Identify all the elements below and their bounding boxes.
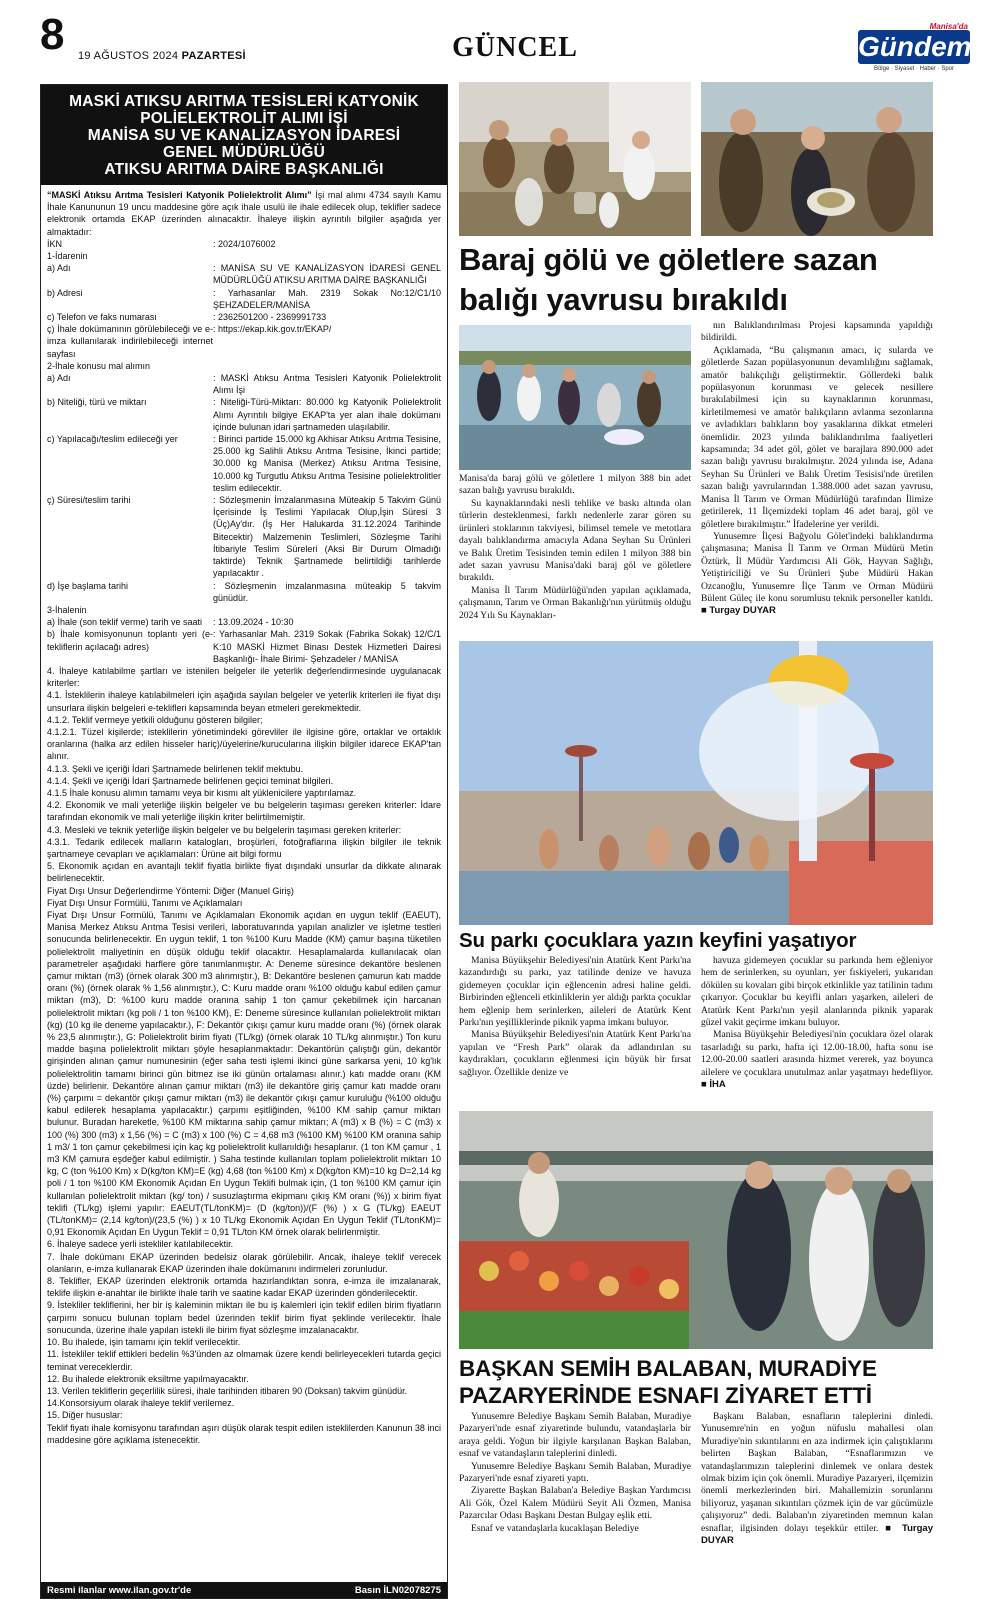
article-paragraph: Manisa Büyükşehir Belediyesi'nin Atatürk Kent Parkı'na yapılan ve “Fresh Park” olarak da adlandırılan su kaydırakları, çocukların eğlenmesi için büyük bir fırsat sağlıyor. Özellikle denize ve xyxy=(459,1029,691,1078)
article3-headline[interactable] xyxy=(459,1355,939,1409)
article-paragraph: Manisa İl Tarım Müdürlüğü'nden yapılan açıklamada, çalışmanın, Tarım ve Orman Bakanlığı'nın yürütmüş olduğu 2024 Yılı Su Kaynakları- xyxy=(459,584,691,621)
fish-release-photo-2 xyxy=(701,82,933,236)
tender-clause: 5. Ekonomik açıdan en avantajlı teklif fiyatla birlikte fiyat dışındaki unsurlar da dikkate alınarak belirlenecektir. xyxy=(47,861,441,884)
article3-headline-line: PAZARYERİNDE ESNAFI ZİYARET ETTİ xyxy=(459,1383,872,1408)
article-paragraph: Başkanı Balaban, esnafların taleplerini dinledi. Yunusemre'nin en yoğun nüfuslu mahallesi olan Muradiye'nin sıkıntılarını en aza indirmek için çalıştıklarını belirten Başkan Balaban, “Esnaflarımızın ve vatandaşlarımızın taleplerini dinlemek ve onlara destek olmak bizim için çok önemli. Muradiye Pazaryeri, ilçemizin önemli merkezlerinden biri. Mahallemizin sorunlarını biliyoruz, yaşanan sıkıntıları çözmek için de var gücümüzle çalışıyoruz” dedi. Balaban'ın ziyaretinden memnun kalan esnaflar, ilgisinden dolayı teşekkür ettiler. ■ Turgay DUYAR xyxy=(701,1411,933,1547)
tender-title-line: POLİELEKTROLİT ALIMI İŞİ xyxy=(140,110,348,127)
tender-info-value: : 2362501200 - 2369991733 xyxy=(213,312,327,323)
article1-caption: Manisa'da baraj gölü ve göletlere 1 milyon 388 bin adet sazan balığı yavrusu bırakıldı. xyxy=(459,473,691,497)
tender-title-line: GENEL MÜDÜRLÜĞÜ xyxy=(162,144,326,161)
tender-info-key: ç) İhale dokümanının görülebileceği ve e-imza kullanılarak indirilebileceği internet sayfası xyxy=(47,324,213,359)
section-title: GÜNCEL xyxy=(452,32,578,63)
tender-clause: 15. Diğer hususlar: xyxy=(47,1410,123,1421)
article-paragraph: Yunusemre İlçesi Bağyolu Gölet'indeki balıklandırma çalışmasına; Manisa İl Tarım ve Orman Müdürü Metin Öztürk, İl Müdür Yardımcısı Ali Gök, Hayvan Sağlığı, Yetiştiriciliği ve Su Ürünleri Şube Müdürü Hakan Ozcanoğlu, Yunusemre İlçe Tarım ve Orman Müdürü Bülent Güleç ile konu sorumlusu teknik personeller katıldı. ■ Turgay DUYAR xyxy=(701,530,933,617)
tender-info-value: : Yarhasanlar Mah. 2319 Sokak No:12/C1/10 ŞEHZADELER/MANİSA xyxy=(213,287,441,310)
tender-info-key: 1-İdarenin xyxy=(47,251,88,262)
article-paragraph: Açıklamada, “Bu çalışmanın amacı, iç sularda ve göletlerde Sazan popülasyonunun devamlılığını sağlamak, amatör balıkçılığı geliştirmektir. Göllerdeki balık popülasyonun korunması ve gelecek nesillere bırakılabilmesi için su kaynaklarının korunması, kirletilmemesi ve amatör balıkçıların avlanma sezonlarına ve avladıkları balıkların boy yasaklarına dikkat etmeleri önemlidir. 2023 yılında balıklandırılma faaliyetleri kapsamında; 34 adet göl, gölet ve barajlara 890.000 adet sazan balığı yavrusu bırakılmıştır. 2024 yılında ise, Adana Seyhan Su Ürünleri ve Balık Üretim Tesisisi'nde üretilen sazan balığı yavrularından 1.388.000 adet sazan yavrusu, Manisa İl Tarım ve Orman Müdürlüğü tarafından İlimize getirilerek, 11 İlçemizdeki toplam 46 adet baraj, göl ve göletlere bırakılmıştır.” İfadelerine yer verildi. xyxy=(701,344,933,530)
tender-clause: 9. İstekliler tekliflerini, her bir iş kaleminin miktarı ile bu iş kalemleri için teklif edilen birim fiyatların çarpımı sonucu bulunan toplam bedel üzerinden teklif birim fiyat şeklinde verilecektir. İhale sonucunda, üzerine ihale yapılan istekli ile birim fiyat sözleşme imzalanacaktır. xyxy=(47,1300,441,1335)
tender-info-value xyxy=(213,250,441,262)
tender-footer xyxy=(41,1582,447,1598)
market-visit-photo xyxy=(459,1111,933,1349)
page-header xyxy=(40,10,972,72)
tender-clause: 6. İhaleye sadece yerli istekliler katılabilecektir. xyxy=(47,1239,234,1250)
tender-clause: Fiyat Dışı Unsur Formülü, Tanımı ve Açıklamaları Ekonomik açıdan en uygun teklif (EAEUT), Manisa Merkez Atıksu Arıtma Tesisi verileri, laboratuvarında yapılan analizler ve işletme testleri sonucunda belirlenecektir. En uygun teklif, 1 ton %100 Kuru Madde (KM) çamur başına tüketilen polielektrolit maliyetinin en düşük olduğu teklif olacaktır. Hesaplamalarda kullanılacak olan parametreler aşağıdaki harflere göre tanımlanmıştır. A: Deneme süresince dekantöre beslenen çamur miktarı (m3) (örnek olarak 300 m3 alınmıştır.), B: Dekantöre beslenen çamurun katı madde oranı (%) (örnek olarak % 1,56 alınmıştır.), C: Kuru madde oranı %100 olduğu kabul edilen çamur miktarı (m3), D: %100 kuru madde oranına sahip 1 ton çamur çekebilmek için harcanan polielektrolit miktarı (kg poli / 1 ton %100 KM), E: Deneme süresince kullanılan polielektrolit miktarı (kg) (10 kg ile deneme yapılacaktır.), F: Dekantör çıkışı çamur kuru madde oranı (%) (örnek olarak % 23,5 alınmıştır.), G: Polielektrolit birim fiyatı (TL/kg) (örnek olarak 10 TL/kg alınmıştır.) Ton kuru madde başına polielektrolit miktarı şöyle hesaplanmaktadır: Dekantörün çalıştığı gün, dekantör girişinden alınan çamur numunesinin (eğer saha testi işlemi ikinci güne sarkarsa yeni, 10 kg'lık polielektrolitin tamamı birinci gün bitmez ise iki günün ortalaması alınır.) katı madde oranı (KM üzde) belirlenir. Dekantöre alınan çamur miktarı (m3) ile dekantöre giriş çamur katı madde oranı (%) çarpımı = dekantör çıkışı çamur miktarı (m3) ile dekantör çıkışı çamur kuruluğu (%100 olduğu kabul edilerek hesaplama yapılacaktır.) çarpımı eşitliğinden, %100 KM sahip çamur miktarı bulunur. Buradan hareketle, %100 KM miktarına sahip çamur miktarı; A (m3) x B (%) = C (m3) x 100 (%) 300 (m3) x 1,56 (%) = C (m3) x 100 (%) C = 4,68 m3 (%100 KM) %100 KM oranına sahip 1 m3/ 1 ton çamur çekebilmesi için kaç kg polielektrolit kullanıldığı hesaplanır. (1 ton KM çamur , 1 m3 KM çamura eşdeğer kabul edilmiştir. ) Saha testinde kullanılan toplam polielektrolit miktarı 10 kg, C (ton %100 Km) x D(kg/ton KM)=E (kg) 4,68 (ton %100 Km) x D(kg/ton KM)=10 kg D=2,14 kg poli / 1 ton %100 KM Ekonomik Açıdan En Uygun Teklifi bulmak için, (1 ton %100 KM çamur için kullanılan polielektrolit miktarı (kg/ ton) / susuzlaştırma ekipmanı çıkış KM oranı (%)) x birim fiyat teklifi (TL/kg) işlemi yapılır: EAEUT(TL/tonKM)= (D (kg/ton))/(F (%) ) x G (TL/kg) EAEUT (TL/tonKM)= (2,14 kg/ton)/(23,5 (%) ) x 10 TL/kg Ekonomik Açıdan En Uygun Teklif (TL/tonKM)= 0,91 Ekonomik Açıdan En Uygun Teklif = 0,91 TL/ton KM örnek olarak belirlenmiştir. xyxy=(47,909,441,1238)
article3-headline-line: BAŞKAN SEMİH BALABAN, MURADİYE xyxy=(459,1356,877,1381)
tender-info-row xyxy=(47,372,441,396)
tender-info-value: : Niteliği-Türü-Miktarı: 80.000 kg Katyonik Polielektrolit Alımı Ayrıntılı bilgiye EKAP'ta yer alan ihale dokümanı içinde bulunan idari şartnameden ulaşılabilir. xyxy=(213,397,441,432)
tender-info-key: İKN xyxy=(47,238,63,249)
tender-info-value xyxy=(213,604,441,616)
tender-info-value: : Yarhasanlar Mah. 2319 Sokak (Fabrika Sokak) 12/C/1 K:10 MASKİ Hizmet Binası Destek Hizmetleri Dairesi Başkanlığı- İhale Birimi- Şehzadeler / MANİSA xyxy=(213,629,441,664)
tender-announcement xyxy=(40,84,448,1599)
tender-info-key: c) Telefon ve faks numarası xyxy=(47,312,157,323)
article-paragraph: Ziyarette Başkan Balaban'a Belediye Başkan Yardımcısı Ali Gök, Özel Kalem Müdürü Seyit Ali Özmen, Manisa Pazarcılar Odası Başkanı Destan Bulgay eşlik etti. xyxy=(459,1485,691,1522)
tender-title-line: ATIKSU ARITMA DAİRE BAŞKANLIĞI xyxy=(104,161,384,178)
tender-info-key: a) İhale (son teklif verme) tarih ve saati xyxy=(47,617,203,628)
tender-info-row xyxy=(47,628,441,665)
article-byline: ■ Turgay DUYAR xyxy=(701,1522,933,1547)
tender-clause: 4.3.1. Tedarik edilecek malların katalogları, broşürleri, fotoğraflarına ilişkin bilgiler ile teknik şartnameye cevapları ve açıklamaları: Ürüne ait bilgi formu xyxy=(47,836,441,859)
tender-intro xyxy=(47,189,441,238)
tender-clause: 4.3. Mesleki ve teknik yeterliğe ilişkin belgeler ve bu belgelerin taşıması gereken kriterler: xyxy=(47,824,402,835)
tender-info-value: : Sözleşmenin imzalanmasına müteakip 5 takvim günüdür. xyxy=(213,580,441,603)
tender-info-key: b) İhale komisyonunun toplantı yeri (e-tekliflerin açılacağı adres) xyxy=(47,629,213,652)
article3-left-column xyxy=(459,1411,691,1601)
tender-footer-code: Basın İLN02078275 xyxy=(354,1584,441,1596)
article2-right-column xyxy=(701,955,933,1105)
article-paragraph: Manisa Büyükşehir Belediyesi'nin Atatürk Kent Parkı'na kazandırdığı su parkı, yaz tatilinde denize ve havuza gidemeyen çocuklar için eğlencenin adresi haline geldi. Birbirinden eğlenceli etkinliklerin yer aldığı parkta çocuklar hem eğlenip hem serinlerken, aileleri de Atatürk Kent Parkı'nın yeşilliklerinde piknik yapma imkanı buluyor. xyxy=(459,955,691,1029)
article1-left-column xyxy=(459,498,691,628)
tender-info-row xyxy=(47,604,441,616)
tender-info-row xyxy=(47,616,441,628)
lake-fish-release-photo xyxy=(459,325,691,470)
tender-info-key: ç) Süresi/teslim tarihi xyxy=(47,495,131,506)
tender-info-key: c) Yapılacağı/teslim edileceği yer xyxy=(47,434,178,445)
logo-small: Manisa'da xyxy=(929,22,968,31)
article-paragraph: havuza gidemeyen çocuklar su parkında hem eğleniyor hem de serinlerken, su oyunları, yer fıskiyeleri, yukarıdan dökülen su kovaları gibi birçok etkinlikle yaz tatilinin tadını çıkarıyor. Çocuklar bu keyifli anları yaşarken, aileleri de Atatürk Kent Parkı'nın yeşil alanlarında piknik yaparak güzel vakit geçirme imkanı buluyor. xyxy=(701,955,933,1029)
article1-headline[interactable] xyxy=(459,240,939,320)
tender-info-row xyxy=(47,287,441,311)
tender-info-value[interactable]: : https://ekap.kik.gov.tr/EKAP/ xyxy=(213,324,332,335)
tender-info-row xyxy=(47,323,441,360)
article1-headline-line: balığı yavrusu bırakıldı xyxy=(459,282,788,317)
tender-info-row xyxy=(47,238,441,250)
fish-release-photo-1 xyxy=(459,82,691,236)
day-text: PAZARTESİ xyxy=(181,50,246,62)
tender-info-key: b) Niteliği, türü ve miktarı xyxy=(47,397,147,408)
article-byline: ■ Turgay DUYAR xyxy=(701,605,776,617)
tender-info-table xyxy=(47,238,441,665)
tender-info-key: a) Adı xyxy=(47,263,71,274)
tender-info-value xyxy=(213,360,441,372)
tender-clause: Fiyat Dışı Unsur Formülü, Tanımı ve Açıklamaları xyxy=(47,897,243,908)
article-byline: ■ İHA xyxy=(701,1079,726,1091)
tender-info-value: : Sözleşmenin İmzalanmasına Müteakip 5 Takvim Günü İçerisinde İş Teslimi Yapılacak Olup,İşin Süresi 3 (Üç)Ay'dır. (İş Her Halukarda 31.12.2024 Tarihinde Bitecektir) Malzemenin Teslimleri, Sözleşme Tarihi İtibariyle Teslim Süreleri (Aksi Bir Durum Olmadığı taktirde) Teknik Şartnamede belirtildiği tarihlerde yapılacaktır . xyxy=(213,495,441,579)
tender-info-row xyxy=(47,433,441,494)
tender-info-key: a) Adı xyxy=(47,373,71,384)
tender-clause: 7. İhale dokümanı EKAP üzerinden bedelsiz olarak görülebilir. Ancak, ihaleye teklif verecek olanların, e-imza kullanarak EKAP üzerinden ihale dokümanını indirmeleri zorunludur. xyxy=(47,1251,441,1274)
tender-body xyxy=(41,185,447,1450)
tender-info-key: 3-İhalenin xyxy=(47,604,87,615)
article-paragraph: Yunusemre Belediye Başkanı Semih Balaban, Muradiye Pazaryeri'nde esnaf ziyareti yaptı. xyxy=(459,1460,691,1485)
tender-title-line: MASKİ ATIKSU ARITMA TESİSLERİ KATYONİK xyxy=(69,93,419,110)
tender-info-row xyxy=(47,262,441,286)
tender-clause: Fiyat Dışı Unsur Değerlendirme Yöntemi: Diğer (Manuel Giriş) xyxy=(47,885,294,896)
tender-clause: 11. İstekliler teklif ettikleri bedelin %3'ünden az olmamak üzere kendi belirleyecekleri tutarda geçici teminat vereceklerdir. xyxy=(47,1349,441,1372)
tender-intro-text: İşi mal alımı 4734 sayılı Kamu İhale Kanununun 19 uncu maddesine göre açık ihale usulü ile ihale edilecek olup, teklifler sadece elektronik ortamda EKAP üzerinden alınacaktır. İhaleye ilişkin ayrıntılı bilgiler aşağıda yer almaktadır: xyxy=(47,190,441,237)
tender-footer-website[interactable]: Resmi ilanlar www.ilan.gov.tr'de xyxy=(47,1584,192,1596)
tender-clause: 10. Bu ihalede, işin tamamı için teklif verilecektir. xyxy=(47,1337,241,1348)
newspaper-logo xyxy=(858,24,970,74)
tender-clause: 4.1.4. Şekli ve içeriği İdari Şartnamede belirlenen geçici teminat bilgileri. xyxy=(47,775,334,786)
tender-intro-bold: “MASKİ Atıksu Arıtma Tesisleri Katyonik Polielektrolit Alımı” xyxy=(47,190,312,200)
tender-info-key: b) Adresi xyxy=(47,287,83,298)
tender-clause: 4.2. Ekonomik ve mali yeterliğe ilişkin belgeler ve bu belgelerin taşıması gereken kriterler: İdare tarafından ekonomik ve mali yeterliğe ilişkin kriter belirtilmemiştir. xyxy=(47,800,441,823)
tender-info-row xyxy=(47,311,441,323)
tender-clause: 13. Verilen tekliflerin geçerlilik süresi, ihale tarihinden itibaren 90 (Doksan) takvim günüdür. xyxy=(47,1385,408,1396)
tender-clause: 4.1.3. Şekli ve içeriği İdari Şartnamede belirlenen teklif mektubu. xyxy=(47,763,304,774)
tender-info-row xyxy=(47,580,441,604)
tender-info-row xyxy=(47,250,441,262)
date-text: 19 AĞUSTOS 2024 xyxy=(78,50,179,62)
article2-left-column xyxy=(459,955,691,1105)
logo-tag: Bölge · Siyaset · Haber · Spor xyxy=(873,66,955,72)
tender-info-row xyxy=(47,360,441,372)
article-paragraph: Esnaf ve vatandaşlarla kucaklaşan Belediye xyxy=(471,1522,639,1534)
tender-info-value: : MASKİ Atıksu Arıtma Tesisleri Katyonik Polielektrolit Alımı İşi xyxy=(213,373,441,396)
tender-info-key: d) İşe başlama tarihi xyxy=(47,580,129,591)
tender-info-row xyxy=(47,494,441,579)
article3-right-column xyxy=(701,1411,933,1601)
water-park-photo xyxy=(459,641,933,925)
tender-clause: 4.1.5 İhale konusu alımın tamamı veya bir kısmı alt yüklenicilere yaptırılamaz. xyxy=(47,787,357,798)
tender-title-box xyxy=(41,85,447,185)
article-paragraph: Yunusemre Belediye Başkanı Semih Balaban, Muradiye Pazaryeri'nde esnaf ziyaretinde bulundu, vatandaşlarla bir araya geldi. Yoğun bir ilgiyle karşılanan Başkan Balaban, esnaf ve vatandaşların taleplerini dinledi. xyxy=(459,1411,691,1460)
tender-clause: 12. Bu ihalede elektronik eksiltme yapılmayacaktır. xyxy=(47,1373,249,1384)
tender-clause: 8. Teklifler, EKAP üzerinden elektronik ortamda hazırlandıktan sonra, e-imza ile imzalanarak, teklife ilişkin e-anahtar ile birlikte ihale tarih ve saatine kadar EKAP üzerinden gönderilecektir. xyxy=(47,1276,441,1299)
tender-clauses xyxy=(47,665,441,1446)
tender-title-line: MANİSA SU VE KANALİZASYON İDARESİ xyxy=(87,127,401,144)
tender-clause: 4.1.2.1. Tüzel kişilerde; isteklilerin yönetimindeki görevliler ile ilgisine göre, ortaklar ve ortaklık oranlarına (halka arz edilen hisseler hariç)/üyelerine/kurucularına ilişkin bilgiler idarece EKAP'tan alınır. xyxy=(47,726,441,762)
article-paragraph: Manisa Büyükşehir Belediyesi'nin çocuklara özel olarak tasarladığı su parkı, hafta içi 12.00-18.00, hafta sonu ise 12.00-20.00 saatleri arasında hizmet vererek, yaz boyunca ailelere ve çocuklara unutulmaz anlar yaşatmayı hedefliyor. ■ İHA xyxy=(701,1029,933,1091)
tender-info-value: : 2024/1076002 xyxy=(213,238,276,249)
tender-clause: 4. İhaleye katılabilme şartları ve istenilen belgeler ile yeterlik değerlendirmesinde uygulanacak kriterler: xyxy=(47,665,441,689)
tender-info-key: 2-İhale konusu mal alımın xyxy=(47,360,151,371)
article2-headline[interactable]: Su parkı çocuklara yazın keyfini yaşatıyor xyxy=(459,929,857,952)
tender-info-value: : 13.09.2024 - 10:30 xyxy=(213,617,294,628)
issue-date xyxy=(78,50,246,62)
tender-info-value: : Birinci partide 15.000 kg Akhisar Atıksu Arıtma Tesisine, 25.000 kg Salihli Atıksu Arıtma Tesisine, İkinci partide; 30.000 kg Manisa (Merkez) Atıksu Arıtma Tesisine, 10.000 kg Turgutlu Atıksu Arıtma Tesisine polielektrolitler teslim edilecektir. xyxy=(213,434,441,493)
tender-clause: 4.1.2. Teklif vermeye yetkili olduğunu gösteren bilgiler; xyxy=(47,714,263,725)
article-paragraph: Su kaynaklarındaki nesli tehlike ve baskı altında olan türlerin desteklenmesi, farklı nedenlerle zarar gören su ürünleri stoklarının takviyesi, bilimsel temele ve metotlara dayalı balıklandırma amacıyla Adana Seyhan Su Ürünleri ve Balık Üretim Tesisinden temin edilen 1 milyon 388 bin adet sazan yavrusu Manisa'daki baraj göl ve göletlere bırakıldı. xyxy=(459,498,691,584)
logo-main: Gündem xyxy=(858,31,972,62)
tender-info-value: : MANİSA SU VE KANALİZASYON İDARESİ GENEL MÜDÜRLÜĞÜ ATIKSU ARITMA DAİRE BAŞKANLIĞI xyxy=(213,263,441,286)
article1-right-column xyxy=(701,320,933,630)
article1-headline-line: Baraj gölü ve göletlere sazan xyxy=(459,242,878,277)
tender-clause: 4.1. İsteklilerin ihaleye katılabilmeleri için aşağıda sayılan belgeler ve yeterlik kriterleri ile fiyat dışı unsurlara ilişkin belgeleri e-teklifleri kapsamında beyan etmeleri gerekmektedir. xyxy=(47,690,441,713)
article-paragraph: nın Balıklandırılması Projesi kapsamında yapıldığı bildirildi. xyxy=(701,320,933,344)
page-number: 8 xyxy=(40,10,65,59)
tender-clause: Teklif fiyatı ihale komisyonu tarafından aşırı düşük olarak tespit edilen isteklilerden Kanunun 38 inci maddesine göre açıklama istenecektir. xyxy=(47,1422,441,1445)
tender-clause: 14.Konsorsiyum olarak ihaleye teklif verilemez. xyxy=(47,1398,235,1409)
tender-info-row xyxy=(47,396,441,433)
